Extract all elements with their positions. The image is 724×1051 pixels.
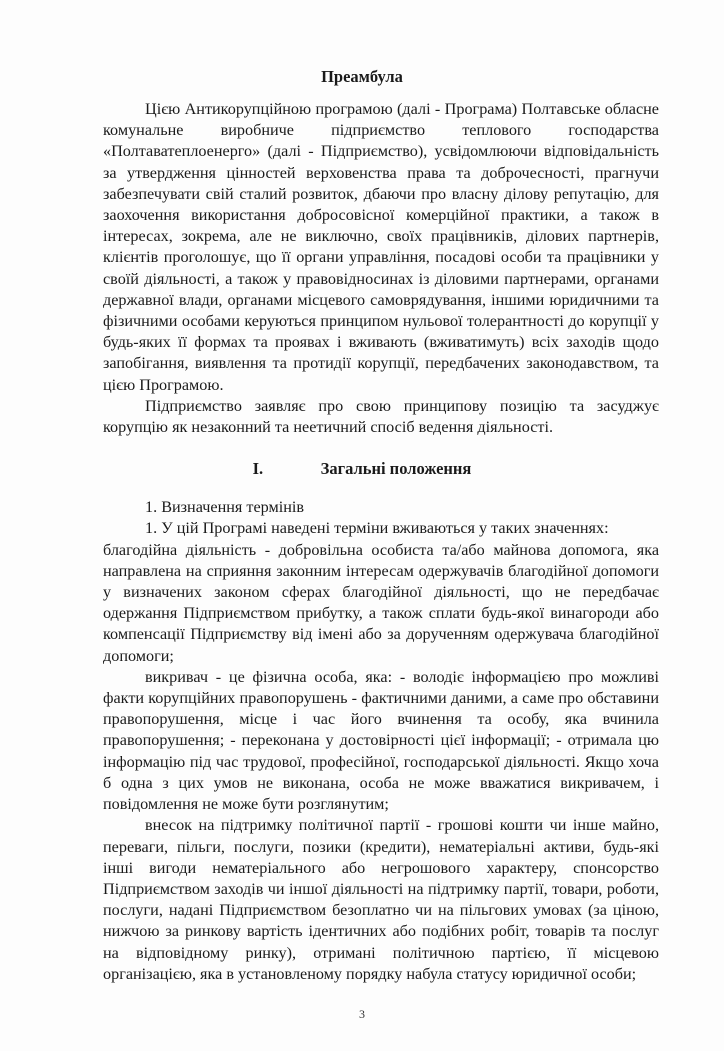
section-heading	[0, 458, 724, 479]
preamble-body	[103, 99, 659, 438]
page-number: 3	[359, 1006, 365, 1021]
intro-line: 1. У цій Програмі наведені терміни вживаються у таких значеннях:	[145, 519, 609, 538]
preamble-title: Преамбула	[321, 67, 403, 86]
definition-paragraph: внесок на підтримку політичної партії - грошові кошти чи інше майно, переваги, пільги, послуги, позики (кредити), нематеріальні активи, будь-які інші вигоди нематеріального або негрошового характеру, спонсорство Підприємством заходів чи іншої діяльності на підтримку партії, товари, роботи, послуги, надані Підприємством безоплатно чи на пільгових умовах (за ціною, нижчою за ринкову вартість ідентичних або подібних робіт, товарів та послуг на відповідному ринку), отримані політичною партією, її місцевою організацією, яка в установленому порядку набула статусу юридичної особи;	[103, 816, 659, 983]
subsection-title: 1. Визначення термінів	[145, 498, 305, 517]
definition-paragraph: благодійна діяльність - добровільна особиста та/або майнова допомога, яка направлена на сприяння законним інтересам одержувачів благодійної допомоги у визначених законом сферах благодійної діяльності, що не передбачає одержання Підприємством прибутку, а також сплати будь-якої винагороди або компенсації Підприємству від імені або за дорученням одержувача благодійної допомоги;	[103, 540, 659, 665]
section-title: Загальні положення	[320, 459, 472, 479]
section-number: I.	[252, 459, 264, 479]
definitions-body	[103, 497, 659, 985]
definition-paragraph: викривач - це фізична особа, яка: - володіє інформацією про можливі факти корупційних правопорушень - фактичними даними, а саме про обставини правопорушення, місце і час його вчинення та особу, яка вчинила правопорушення; - переконана у достовірності цієї інформації; - отримала цю інформацію під час трудової, професійної, господарської діяльності. Якщо хоча б одна з цих умов не виконана, особа не може вважатися викривачем, і повідомлення не може бути розглянутим;	[103, 667, 659, 814]
preamble-paragraph: Цією Антикорупційною програмою (далі - Програма) Полтавське обласне комунальне виробниче підприємство теплового господарства «Полтаватеплоенерго» (далі - Підприємство), усвідомлюючи відповідальність за утвердження цінностей верховенства права та доброчесності, прагнучи забезпечувати свій сталий розвиток, дбаючи про власну ділову репутацію, для заохочення використання добросовісної комерційної практики, а також в інтересах, зокрема, але не виключно, своїх працівників, ділових партнерів, клієнтів проголошує, що її органи управління, посадові особи та працівники у своїй діяльності, а також у правовідносинах із діловими партнерами, органами державної влади, органами місцевого самоврядування, іншими юридичними та фізичними особами керуються принципом нульової толерантності до корупції у будь-яких її формах та проявах і вживають (вживатимуть) всіх заходів щодо запобігання, виявлення та протидії корупції, передбачених законодавством, та цією Програмою.	[103, 100, 659, 394]
preamble-paragraph: Підприємство заявляє про свою принципову позицію та засуджує корупцію як незаконний та неетичний спосіб ведення діяльності.	[103, 396, 659, 437]
